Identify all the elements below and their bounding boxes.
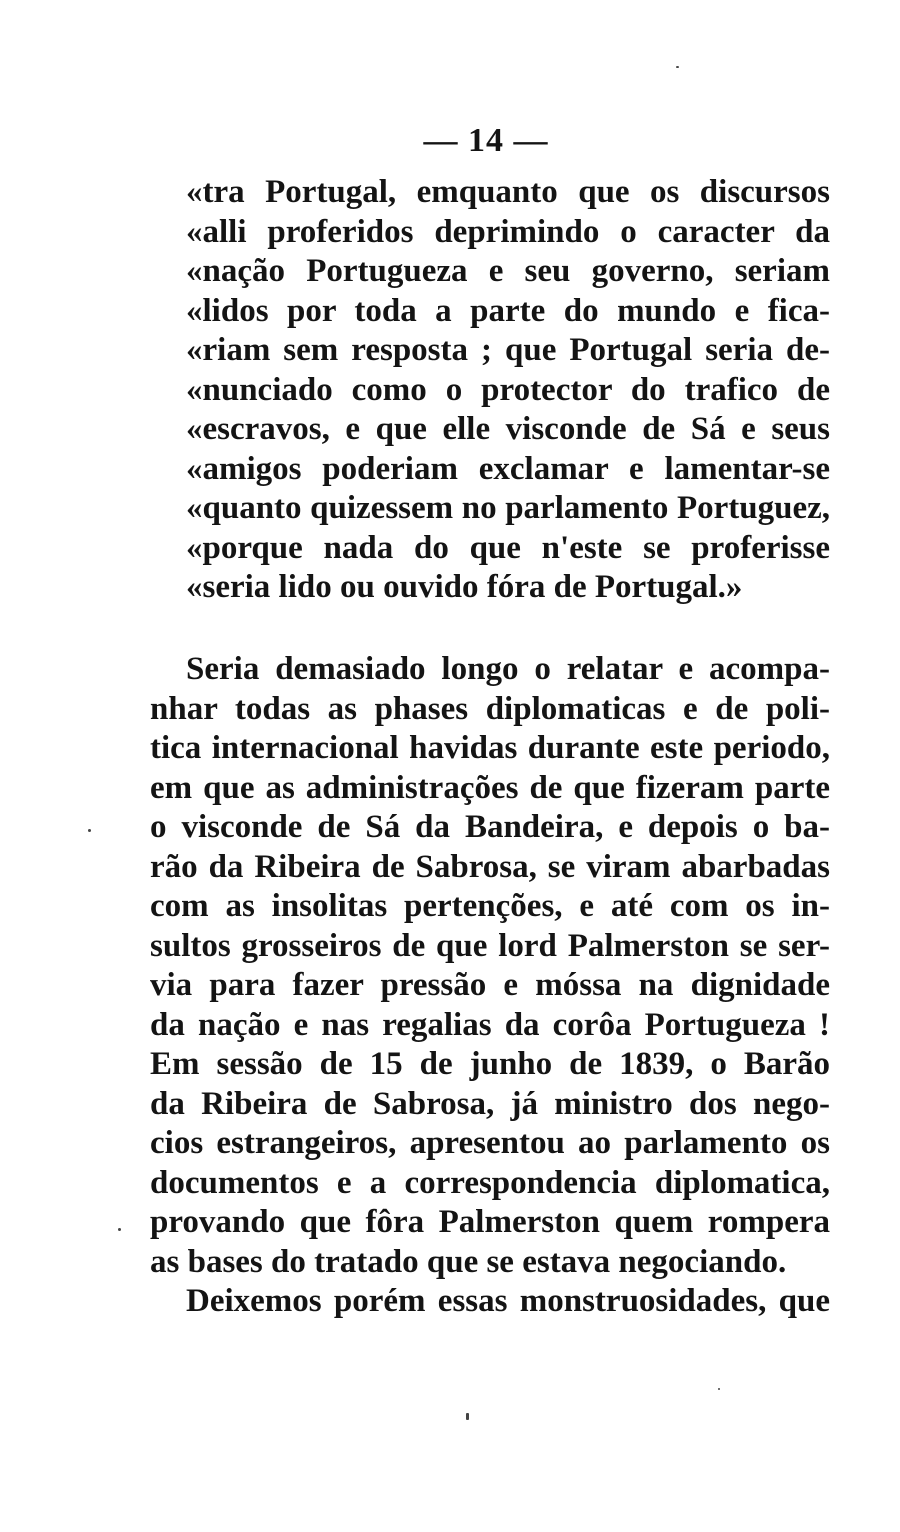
scan-speck: [118, 1228, 121, 1231]
quote-line: «lidos por toda a parte do mundo e fica-: [186, 292, 830, 329]
quote-line: «escravos, e que elle visconde de Sá e seus: [186, 411, 830, 447]
paragraph-line: Deixemos porém essas monstruosidades, que: [186, 1283, 830, 1319]
page-number: — 14 —: [423, 122, 549, 159]
paragraph-line: em que as administrações de que fizeram parte: [150, 769, 830, 806]
quote-line: «alli proferidos deprimindo o caracter da: [186, 213, 830, 250]
scan-speck: [466, 1413, 469, 1420]
paragraph-line: tica internacional havidas durante este periodo,: [150, 730, 830, 766]
paragraph-line: nhar todas as phases diplomaticas e de poli-: [150, 690, 830, 727]
scan-speck: [676, 66, 679, 68]
paragraph-line: com as insolitas pertenções, e até com os in-: [150, 888, 830, 924]
paragraph-line: o visconde de Sá da Bandeira, e depois o ba-: [150, 809, 830, 845]
quote-line: «nunciado como o protector do trafico de: [186, 371, 830, 408]
paragraph-line: da Ribeira de Sabrosa, já ministro dos nego-: [150, 1085, 830, 1122]
quoted-passage: [150, 173, 830, 608]
scan-speck: [718, 1388, 720, 1390]
scan-speck: [88, 829, 91, 832]
paragraph-line: as bases do tratado que se estava negociando.: [150, 1243, 787, 1280]
quote-line: «riam sem resposta ; que Portugal seria de-: [186, 332, 830, 368]
quote-line: «seria lido ou ouvido fóra de Portugal.»: [186, 569, 743, 605]
quote-line: «quanto quizessem no parlamento Portuguez,: [186, 490, 830, 526]
body-paragraph: [150, 650, 830, 1322]
quote-line: «tra Portugal, emquanto que os discursos: [186, 174, 830, 210]
paragraph-line: cios estrangeiros, apresentou ao parlamento os: [150, 1125, 830, 1161]
paragraph-line: da nação e nas regalias da corôa Portugueza !: [150, 1006, 830, 1043]
quote-line: «amigos poderiam exclamar e lamentar-se: [186, 450, 830, 487]
paragraph-line: sultos grosseiros de que lord Palmerston se ser-: [150, 927, 830, 964]
paragraph-line: Em sessão de 15 de junho de 1839, o Barão: [150, 1046, 830, 1082]
paragraph-line: rão da Ribeira de Sabrosa, se viram abarbadas: [150, 848, 830, 885]
paragraph-line: Seria demasiado longo o relatar e acompa-: [186, 651, 830, 687]
quote-line: «porque nada do que n'este se proferisse: [186, 529, 830, 566]
paragraph-line: provando que fôra Palmerston quem rompera: [150, 1204, 830, 1240]
quote-line: «nação Portugueza e seu governo, seriam: [186, 253, 830, 289]
paragraph-line: documentos e a correspondencia diplomatica,: [150, 1164, 830, 1201]
paragraph-line: via para fazer pressão e móssa na dignidade: [150, 967, 830, 1003]
